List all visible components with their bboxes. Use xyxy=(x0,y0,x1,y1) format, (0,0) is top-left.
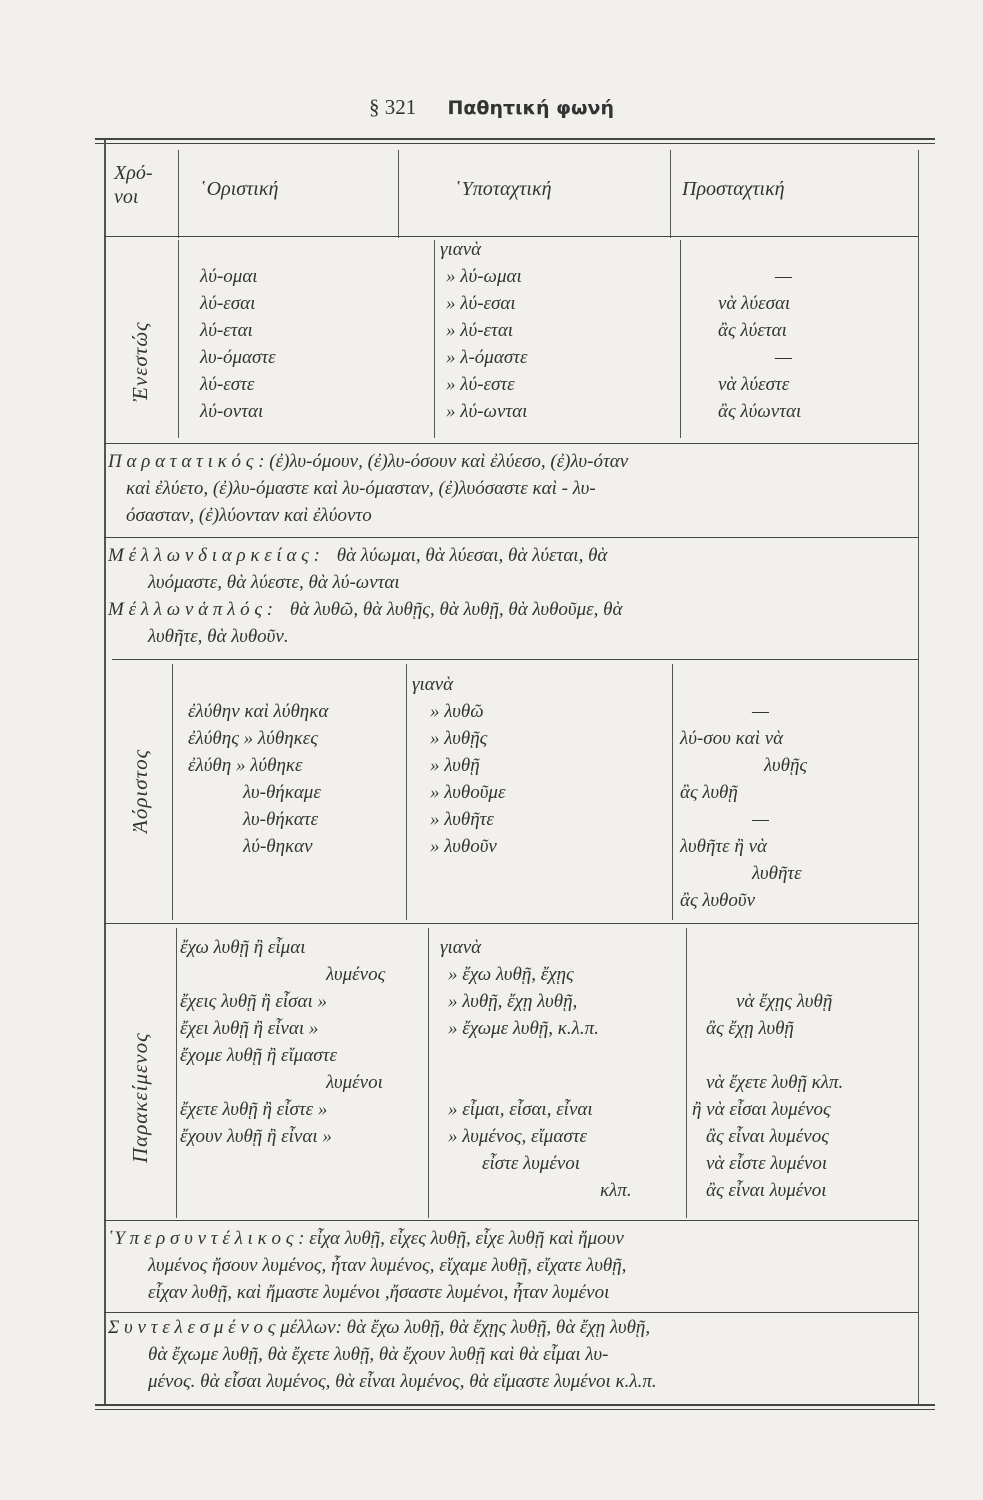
present-imp-3: ἂς λύεται xyxy=(718,320,787,341)
pluperfect-line-1 xyxy=(108,1228,624,1250)
col-sep-2 xyxy=(398,150,399,238)
present-subj-2: » λύ-εσαι xyxy=(446,293,516,314)
aorist-sep-2 xyxy=(406,664,407,920)
perfect-sep-2 xyxy=(428,928,429,1218)
aorist-imp-8: ἂς λυθοῦν xyxy=(680,890,756,911)
perfect-sep-3 xyxy=(686,928,687,1218)
header-subjunctive: ῾Υποταχτική xyxy=(455,178,552,200)
present-subj-4: » λ-όμαστε xyxy=(446,347,528,368)
perfect-ind-1: ἔχω λυθῇ ἢ εἶμαι xyxy=(180,937,306,958)
perfect-subj-3: » ἔχωμε λυθῇ, κ.λ.π. xyxy=(448,1018,599,1039)
perfect-subj-2: » λυθῇ, ἔχῃ λυθῇ, xyxy=(448,991,578,1012)
present-ind-1: λύ-ομαι xyxy=(200,266,258,287)
pluperfect-label: ῾Υ π ε ρ σ υ ν τ έ λ ι κ ο ς : xyxy=(108,1228,305,1249)
present-ind-2: λύ-εσαι xyxy=(200,293,256,314)
col-sep-3 xyxy=(670,150,671,238)
present-imp-5: νὰ λύεστε xyxy=(718,374,790,395)
future-perfect-label: Σ υ ν τ ε λ ε σ μ έ ν ο ς μέλλων: xyxy=(108,1317,342,1338)
aorist-subj-5: » λυθῆτε xyxy=(430,809,494,830)
present-imp-4: — xyxy=(775,347,792,368)
aorist-subj-2: » λυθῇς xyxy=(430,728,488,749)
aorist-imp-4: ἂς λυθῇ xyxy=(680,782,738,803)
future-simple-label: Μ έ λ λ ω ν ἁ π λ ό ς : xyxy=(108,599,274,620)
aorist-bottom-rule xyxy=(104,923,918,924)
present-imp-1: — xyxy=(775,266,792,287)
future-perfect-line-1 xyxy=(108,1317,650,1339)
perfect-ind-5: ἔχομε λυθῇ ἢ εἴμαστε xyxy=(180,1045,337,1066)
aorist-imp-7: λυθῆτε xyxy=(752,863,802,884)
perfect-sep-1 xyxy=(176,928,177,1218)
present-ind-4: λυ-όμαστε xyxy=(200,347,276,368)
section-number: § 321 xyxy=(368,95,417,119)
aorist-ind-1: ἐλύθην καὶ λύθηκα xyxy=(188,701,329,722)
pluperfect-line-2: λυμένος ἤσουν λυμένος, ἦταν λυμένος, εἴχαμε λυθῇ, εἴχατε λυθῇ, xyxy=(148,1255,627,1276)
header-rule xyxy=(104,236,918,237)
pluperfect-text-1: εἶχα λυθῇ, εἶχες λυθῇ, εἶχε λυθῇ καὶ ἤμουν xyxy=(309,1228,624,1249)
aorist-sep-3 xyxy=(672,664,673,920)
header-imperative: Προσταχτική xyxy=(682,178,785,200)
perfect-ind-8: ἔχουν λυθῇ ἢ εἶναι » xyxy=(180,1126,332,1147)
present-subj-1: » λύ-ωμαι xyxy=(446,266,522,287)
perfect-label: Παρακείμενος xyxy=(128,1032,152,1163)
future-perfect-line-3: μένος. θὰ εἶσαι λυμένος, θὰ εἶναι λυμένος, θὰ εἴμαστε λυμένοι κ.λ.π. xyxy=(148,1371,657,1392)
perfect-ind-4: ἔχει λυθῇ ἢ εἶναι » xyxy=(180,1018,319,1039)
bottom-rule-2 xyxy=(95,1409,935,1410)
present-bottom-rule xyxy=(104,443,918,444)
perfect-ind-2: λυμένος xyxy=(326,964,386,985)
present-sep-3 xyxy=(680,240,681,438)
future-perfect-text-1: θὰ ἔχω λυθῇ, θὰ ἔχῃς λυθῇ, θὰ ἔχῃ λυθῇ, xyxy=(346,1317,651,1338)
perfect-imp-3: νὰ ἔχετε λυθῇ κλπ. xyxy=(706,1072,844,1093)
perfect-bottom-rule xyxy=(104,1220,918,1221)
aorist-ind-4: λυ-θήκαμε xyxy=(243,782,321,803)
perfect-imp-6: νὰ εἶστε λυμένοι xyxy=(706,1153,828,1174)
imperfect-label: Π α ρ α τ α τ ι κ ό ς : xyxy=(108,451,265,472)
aorist-ind-5: λυ-θήκατε xyxy=(243,809,319,830)
aorist-subj-4: » λυθοῦμε xyxy=(430,782,506,803)
future-simple-line-2: λυθῆτε, θὰ λυθοῦν. xyxy=(148,626,289,647)
future-cont-line-2: λυόμαστε, θὰ λύεστε, θὰ λύ-ωνται xyxy=(148,572,400,593)
header-indicative: ῾Οριστική xyxy=(200,178,279,200)
aorist-subj-3: » λυθῇ xyxy=(430,755,480,776)
perfect-imp-1: νὰ ἔχῃς λυθῇ xyxy=(736,991,833,1012)
bottom-rule xyxy=(95,1404,935,1406)
perfect-imp-7: ἂς εἶναι λυμένοι xyxy=(706,1180,827,1201)
perfect-subj-6: εἶστε λυμένοι xyxy=(482,1153,581,1174)
header-tenses-1: Χρό- xyxy=(114,162,153,184)
future-perfect-line-2: θὰ ἔχωμε λυθῇ, θὰ ἔχετε λυθῇ, θὰ ἔχουν λυθῇ καὶ θὰ εἶμαι λυ- xyxy=(148,1344,609,1365)
imperfect-line-3: όσασταν, (ἐ)λύονταν καὶ ἐλύοντο xyxy=(126,505,372,526)
present-subj-5: » λύ-εστε xyxy=(446,374,515,395)
header-tenses-2: νοι xyxy=(114,186,139,208)
imperfect-rule xyxy=(104,537,918,538)
pluperfect-rule xyxy=(104,1312,918,1313)
aorist-imp-1: — xyxy=(752,701,769,722)
future-simple-text-1: θὰ λυθῶ, θὰ λυθῇς, θὰ λυθῇ, θὰ λυθοῦμε, θὰ xyxy=(289,599,623,620)
future-simple-line-1 xyxy=(108,599,622,621)
left-border xyxy=(104,140,106,1405)
perfect-ind-6: λυμένοι xyxy=(326,1072,383,1093)
future-rule xyxy=(112,659,918,660)
present-subj-3: » λύ-εται xyxy=(446,320,514,341)
present-subj-6: » λύ-ωνται xyxy=(446,401,528,422)
aorist-label: Ἀόριστος xyxy=(128,748,152,833)
aorist-ind-3: ἐλύθη » λύθηκε xyxy=(188,755,303,776)
imperfect-line-2: καὶ ἐλύετο, (ἐ)λυ-όμαστε καὶ λυ-όμασταν, (ἐ)λυόσαστε καὶ - λυ- xyxy=(126,478,596,499)
aorist-imp-6: λυθῆτε ἢ νὰ xyxy=(680,836,768,857)
perfect-subj-1: » ἔχω λυθῇ, ἔχῃς xyxy=(448,964,574,985)
aorist-ind-6: λύ-θηκαν xyxy=(243,836,313,857)
top-rule xyxy=(95,138,935,140)
aorist-imp-5: — xyxy=(752,809,769,830)
perfect-imp-2: ἂς ἔχῃ λυθῇ xyxy=(706,1018,794,1039)
perfect-subj-4: » εἶμαι, εἶσαι, εἶναι xyxy=(448,1099,593,1120)
perfect-ind-7: ἔχετε λυθῇ ἢ εἶστε » xyxy=(180,1099,328,1120)
aorist-subj-1: » λυθῶ xyxy=(430,701,484,722)
present-imp-6: ἂς λύωνται xyxy=(718,401,802,422)
perfect-subj-5: » λυμένος, εἴμαστε xyxy=(448,1126,587,1147)
present-sep-1 xyxy=(178,240,179,438)
perfect-imp-5: ἂς εἶναι λυμένος xyxy=(706,1126,829,1147)
page-header xyxy=(0,95,983,120)
present-sep-2 xyxy=(434,240,435,438)
aorist-sep-1 xyxy=(172,664,173,920)
perfect-imp-4: ἢ νὰ εἶσαι λυμένος xyxy=(692,1099,831,1120)
aorist-imp-3: λυθῇς xyxy=(764,755,808,776)
aorist-subj-head: γιανὰ xyxy=(412,674,454,695)
perfect-subj-head: γιανὰ xyxy=(440,937,482,958)
present-imp-2: νὰ λύεσαι xyxy=(718,293,791,314)
future-cont-label: Μ έ λ λ ω ν δ ι α ρ κ ε ί α ς : xyxy=(108,545,320,566)
aorist-imp-2: λύ-σου καὶ νὰ xyxy=(680,728,784,749)
top-rule-2 xyxy=(95,143,935,144)
perfect-ind-3: ἔχεις λυθῇ ἢ εἶσαι » xyxy=(180,991,328,1012)
col-sep-1 xyxy=(178,150,179,238)
page-title: Παθητική φωνή xyxy=(447,97,615,119)
present-label: Ἐνεστώς xyxy=(128,321,152,402)
right-border xyxy=(918,150,919,1405)
pluperfect-line-3: εἶχαν λυθῇ, καὶ ἤμαστε λυμένοι ,ἤσαστε λυμένοι, ἦταν λυμένοι xyxy=(148,1282,610,1303)
present-ind-6: λύ-ονται xyxy=(200,401,264,422)
aorist-ind-2: ἐλύθης » λύθηκες xyxy=(188,728,318,749)
present-ind-5: λύ-εστε xyxy=(200,374,255,395)
future-cont-text-1: θὰ λύωμαι, θὰ λύεσαι, θὰ λύεται, θὰ xyxy=(336,545,608,566)
aorist-subj-6: » λυθοῦν xyxy=(430,836,497,857)
imperfect-line-1 xyxy=(108,451,628,473)
perfect-subj-7: κλπ. xyxy=(600,1180,632,1201)
imperfect-text-1: (ἐ)λυ-όμουν, (ἐ)λυ-όσουν καὶ ἐλύεσο, (ἐ)λυ-όταν xyxy=(269,451,629,472)
future-cont-line-1 xyxy=(108,545,607,567)
present-subj-head: γιανὰ xyxy=(440,239,482,260)
present-ind-3: λύ-εται xyxy=(200,320,253,341)
